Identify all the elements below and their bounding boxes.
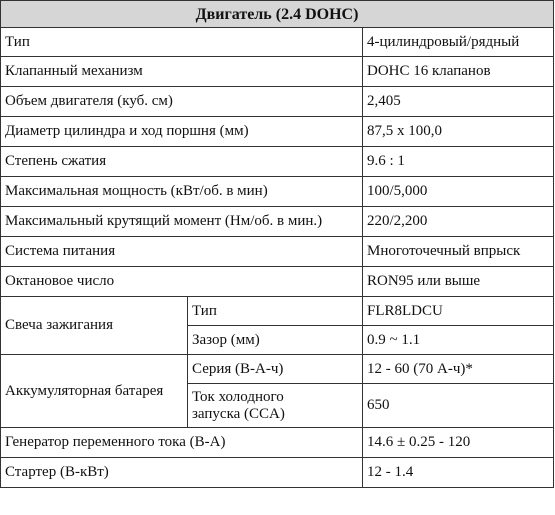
row-label: Максимальная мощность (кВт/об. в мин) [1,177,363,207]
spark-plug-type-label: Тип [188,297,363,326]
spark-plug-type-value: FLR8LDCU [363,297,554,326]
row-value: 87,5 x 100,0 [363,117,554,147]
starter-label: Стартер (В-кВт) [1,458,363,488]
table-row [1,458,554,488]
table-row [1,267,554,297]
spark-plug-gap-value: 0.9 ~ 1.1 [363,326,554,355]
starter-value: 12 - 1.4 [363,458,554,488]
table-row [1,237,554,267]
table-row [1,147,554,177]
table-title: Двигатель (2.4 DOHC) [1,1,554,28]
row-value: 2,405 [363,87,554,117]
spark-plug-label: Свеча зажигания [1,297,188,355]
row-value: DOHC 16 клапанов [363,57,554,87]
row-label: Объем двигателя (куб. см) [1,87,363,117]
row-value: Многоточечный впрыск [363,237,554,267]
row-value: 220/2,200 [363,207,554,237]
table-row [1,28,554,57]
battery-cca-value: 650 [363,384,554,428]
battery-cca-label [188,384,363,428]
row-label: Клапанный механизм [1,57,363,87]
row-value: 4-цилиндровый/рядный [363,28,554,57]
table-row [1,87,554,117]
battery-cca-label-line1: Ток холодного [192,388,284,405]
row-label: Октановое число [1,267,363,297]
spark-plug-row [1,297,554,326]
row-label: Максимальный крутящий момент (Нм/об. в мин.) [1,207,363,237]
table-title-row [1,1,554,28]
battery-row [1,355,554,384]
battery-cca-label-line2: запуска (CCA) [192,405,285,422]
table-row [1,57,554,87]
row-label: Система питания [1,237,363,267]
alternator-value: 14.6 ± 0.25 - 120 [363,428,554,458]
row-label: Степень сжатия [1,147,363,177]
table-row [1,428,554,458]
row-value: 9.6 : 1 [363,147,554,177]
row-label: Тип [1,28,363,57]
row-value: 100/5,000 [363,177,554,207]
alternator-label: Генератор переменного тока (В-А) [1,428,363,458]
table-row [1,207,554,237]
table-row [1,117,554,147]
battery-series-label: Серия (В-А-ч) [188,355,363,384]
battery-label: Аккумуляторная батарея [1,355,188,428]
row-value: RON95 или выше [363,267,554,297]
table-row [1,177,554,207]
battery-series-value: 12 - 60 (70 А-ч)* [363,355,554,384]
row-label: Диаметр цилиндра и ход поршня (мм) [1,117,363,147]
spark-plug-gap-label: Зазор (мм) [188,326,363,355]
